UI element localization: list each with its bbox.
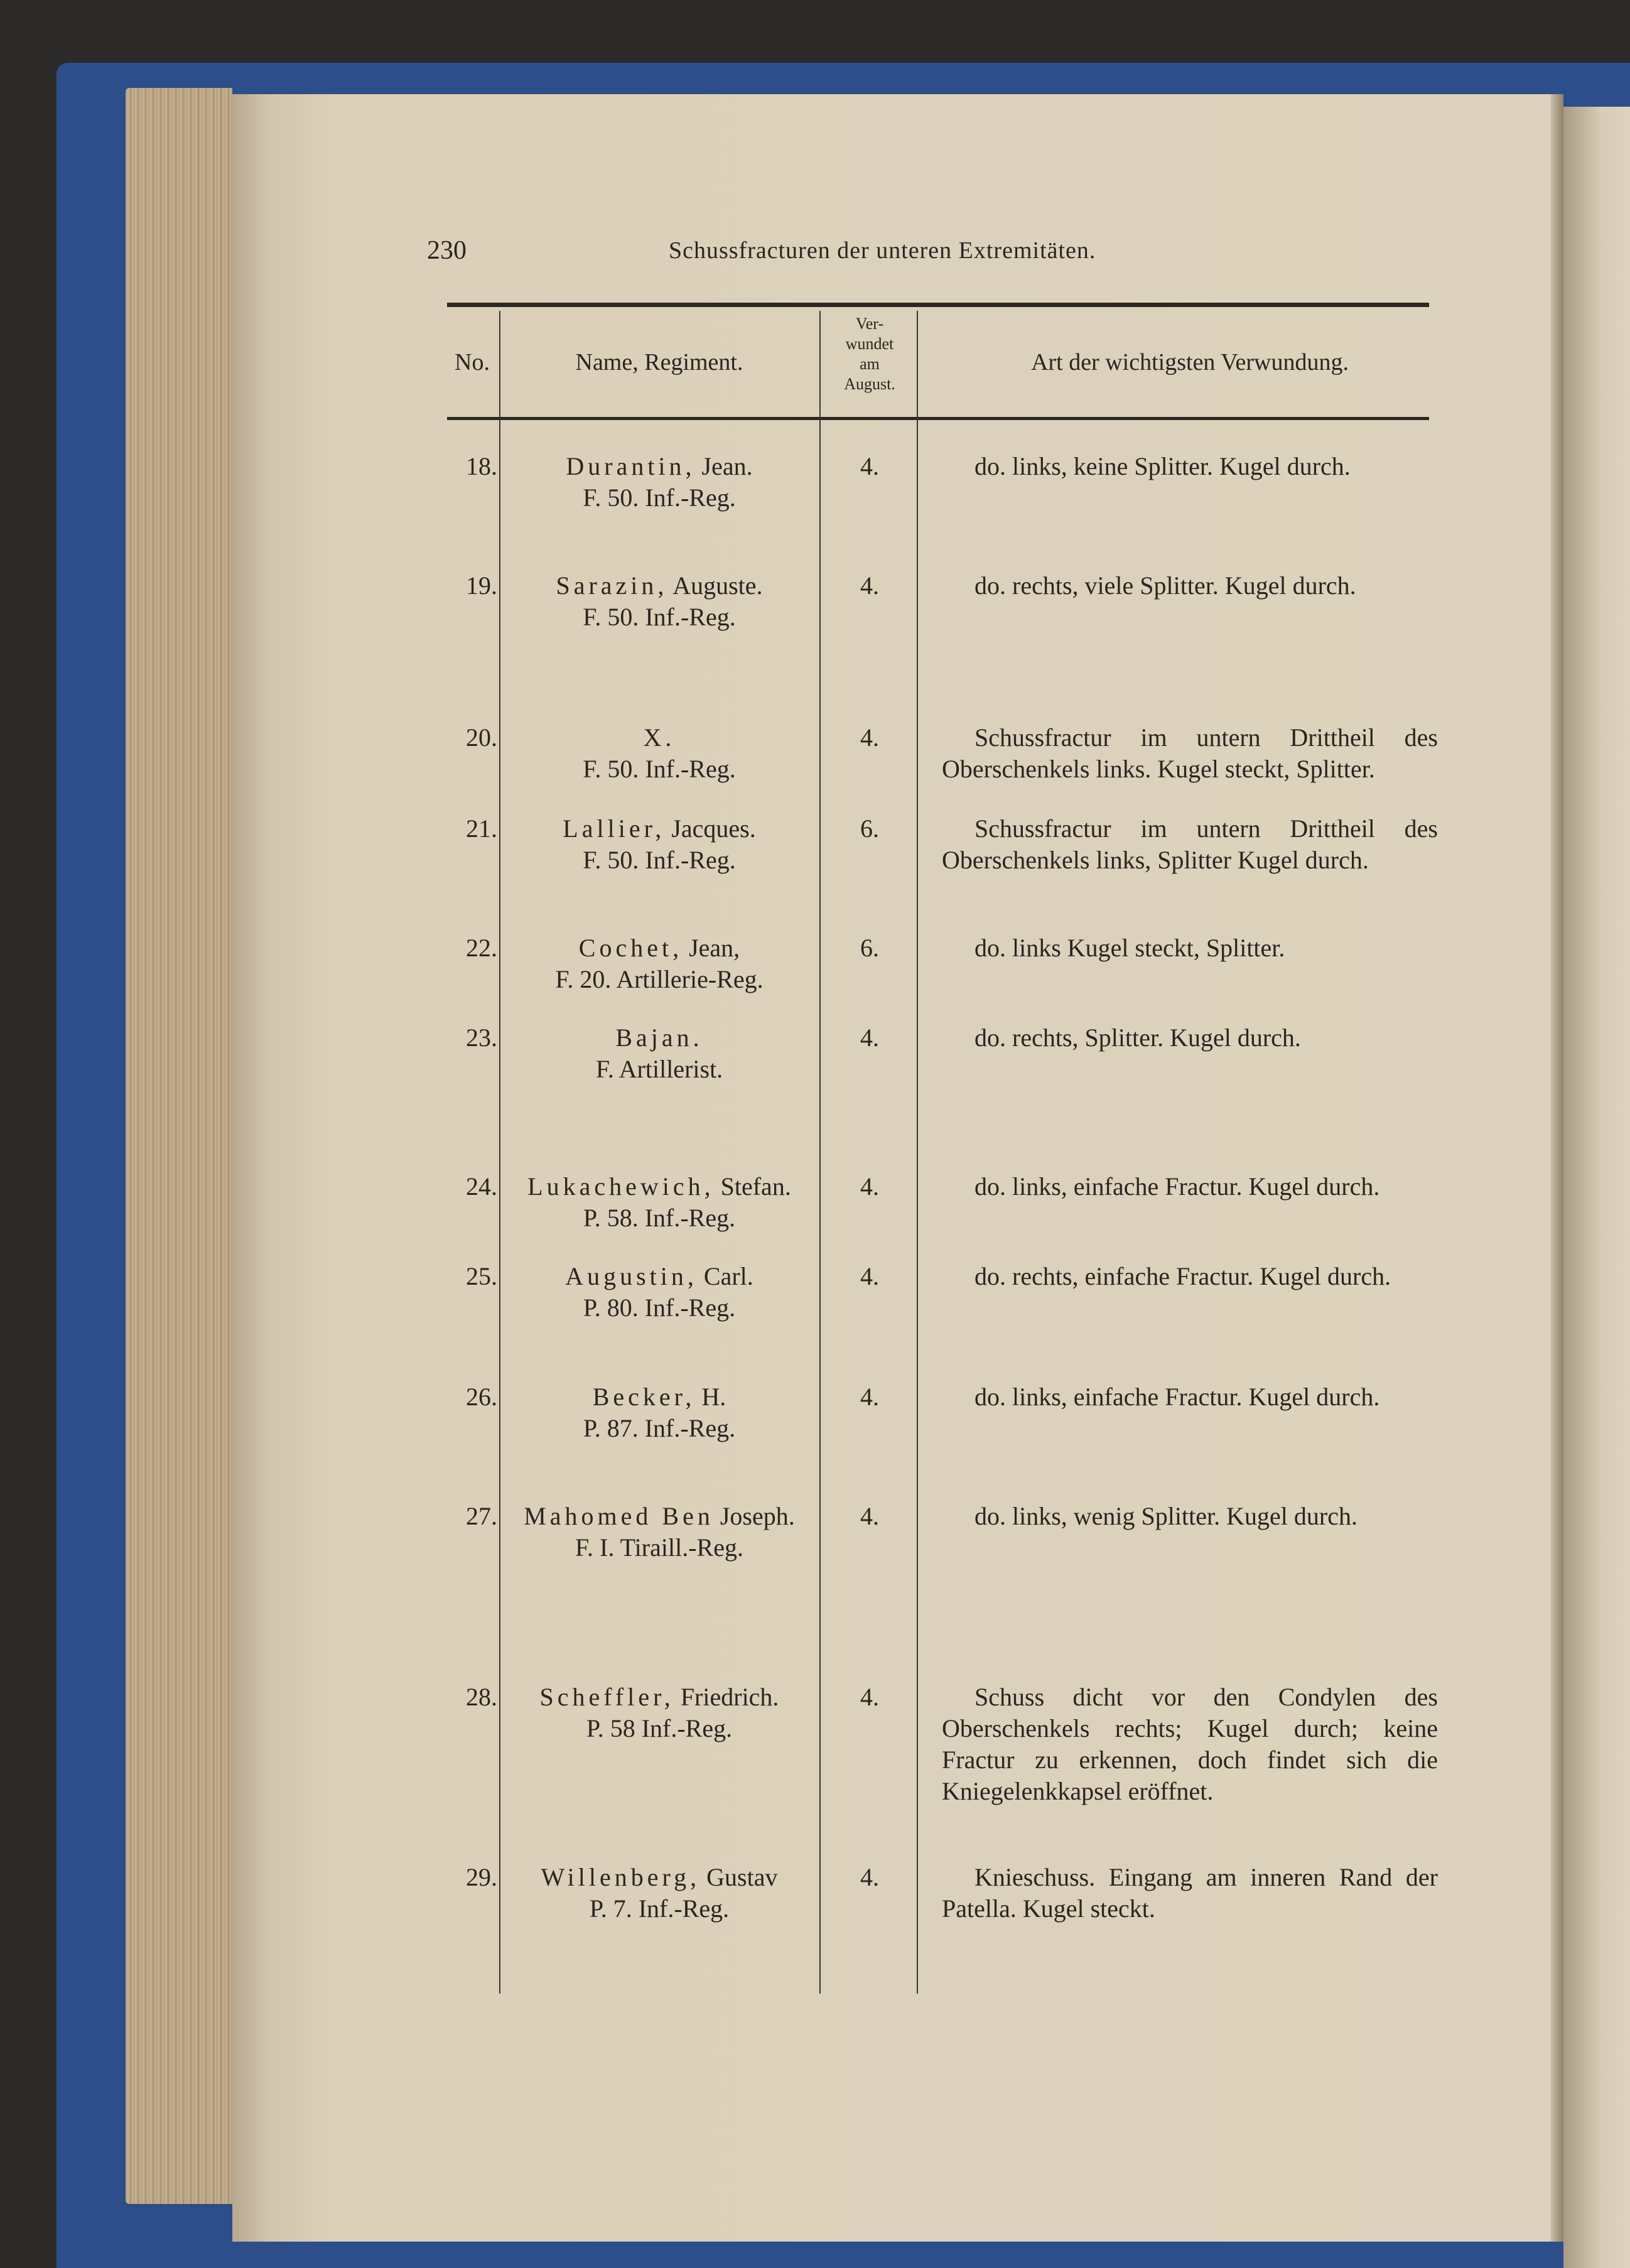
page-edges	[126, 88, 232, 2204]
regiment: F. 20. Artillerie-Reg.	[555, 965, 764, 993]
patient-name	[502, 722, 816, 785]
page-number: 230	[427, 236, 467, 265]
row-number: 27.	[466, 1502, 497, 1530]
date-wounded: 4.	[860, 1863, 879, 1891]
given-name: Carl.	[703, 1262, 753, 1290]
surname: Durantin,	[566, 452, 696, 480]
given-name: Stefan.	[720, 1172, 791, 1201]
given-name: H.	[701, 1383, 726, 1411]
column-header-name: Name, Regiment.	[575, 349, 743, 375]
injury-description: do. links, wenig Splitter. Kugel durch.	[974, 1502, 1357, 1530]
regiment: F. Artillerist.	[595, 1055, 723, 1083]
surname: Cochet,	[578, 934, 683, 962]
surname: Lallier,	[563, 814, 666, 843]
column-divider-no	[499, 311, 500, 1994]
patient-name	[502, 1022, 816, 1085]
row-number: 19.	[466, 571, 497, 600]
patient-name	[502, 1682, 816, 1744]
surname: Bajan.	[615, 1023, 703, 1052]
regiment: P. 58. Inf.-Reg.	[583, 1204, 736, 1232]
given-name: Auguste.	[672, 571, 763, 600]
date-wounded: 4.	[860, 452, 879, 480]
facing-page-edge	[1563, 107, 1630, 2268]
injury-description: do. links, einfache Fractur. Kugel durch.	[974, 1172, 1380, 1201]
date-wounded: 4.	[860, 1023, 879, 1052]
column-header-date-line: wundet	[845, 335, 894, 353]
row-number: 23.	[466, 1023, 497, 1052]
regiment: F. 50. Inf.-Reg.	[583, 846, 736, 874]
row-number: 18.	[466, 452, 497, 480]
date-wounded: 4.	[860, 1383, 879, 1411]
date-wounded: 4.	[860, 1683, 879, 1711]
column-header-date-line: Ver-	[855, 315, 884, 333]
given-name: Jacques.	[671, 814, 756, 843]
regiment: F. 50. Inf.-Reg.	[583, 603, 736, 631]
patient-name	[502, 932, 816, 995]
date-wounded: 6.	[860, 814, 879, 843]
regiment: P. 58 Inf.-Reg.	[586, 1714, 733, 1742]
injury-description: Schuss dicht vor den Condylen des Oberschenkels rechts; Kugel durch; keine Fractur zu erkennen, doch findet sich die Kniegelenkkapsel eröffnet.	[942, 1683, 1438, 1805]
given-name: Joseph.	[720, 1502, 795, 1530]
row-number: 28.	[466, 1683, 497, 1711]
page-gutter	[1551, 94, 1563, 2242]
injury-description: do. rechts, einfache Fractur. Kugel durch.	[974, 1262, 1391, 1290]
column-header-date	[823, 314, 917, 394]
patient-name	[502, 451, 816, 514]
row-number: 25.	[466, 1262, 497, 1290]
given-name: Jean,	[689, 934, 740, 962]
column-header-date-line: August.	[844, 375, 895, 393]
regiment: P. 80. Inf.-Reg.	[583, 1293, 736, 1322]
regiment: P. 7. Inf.-Reg.	[589, 1894, 730, 1923]
patient-name	[502, 1261, 816, 1324]
regiment: F. 50. Inf.-Reg.	[583, 755, 736, 783]
date-wounded: 4.	[860, 1262, 879, 1290]
date-wounded: 6.	[860, 934, 879, 962]
row-number: 21.	[466, 814, 497, 843]
column-divider-date	[917, 311, 918, 1994]
regiment: F. 50. Inf.-Reg.	[583, 483, 736, 512]
date-wounded: 4.	[860, 723, 879, 752]
injury-description: Schussfractur im untern Drittheil des Oberschenkels links, Splitter Kugel durch.	[942, 814, 1438, 874]
column-header-injury: Art der wichtigsten Verwundung.	[1031, 349, 1349, 375]
injury-description: do. links Kugel steckt, Splitter.	[974, 934, 1285, 962]
table-top-rule	[447, 303, 1429, 307]
running-title: Schussfracturen der unteren Extremitäten.	[669, 237, 1096, 264]
patient-name	[502, 1862, 816, 1925]
date-wounded: 4.	[860, 1172, 879, 1201]
surname: Scheffler,	[539, 1683, 674, 1711]
date-wounded: 4.	[860, 1502, 879, 1530]
column-divider-name	[819, 311, 821, 1994]
injury-description: Schussfractur im untern Drittheil des Oberschenkels links. Kugel steckt, Splitter.	[942, 723, 1438, 783]
injury-description: do. rechts, Splitter. Kugel durch.	[974, 1023, 1301, 1052]
injury-description: Knieschuss. Eingang am inneren Rand der Patella. Kugel steckt.	[942, 1863, 1438, 1923]
column-header-no: No.	[455, 349, 490, 375]
regiment: F. I. Tiraill.-Reg.	[575, 1533, 743, 1562]
injury-description: do. links, keine Splitter. Kugel durch.	[974, 452, 1351, 480]
patient-name	[502, 1171, 816, 1234]
patient-name	[502, 1381, 816, 1444]
surname: Mahomed Ben	[524, 1502, 714, 1530]
running-header	[427, 235, 1457, 273]
patient-name	[502, 1501, 816, 1563]
surname: Willenberg,	[541, 1863, 701, 1891]
surname: Lukachewich,	[527, 1172, 715, 1201]
table-header-rule	[447, 417, 1429, 420]
patient-name	[502, 570, 816, 633]
date-wounded: 4.	[860, 571, 879, 600]
surname: X.	[643, 723, 676, 752]
injury-description: do. rechts, viele Splitter. Kugel durch.	[974, 571, 1356, 600]
row-number: 20.	[466, 723, 497, 752]
surname: Sarazin,	[556, 571, 668, 600]
row-number: 24.	[466, 1172, 497, 1201]
injury-description: do. links, einfache Fractur. Kugel durch.	[974, 1383, 1380, 1411]
surname: Augustin,	[565, 1262, 698, 1290]
patient-name	[502, 813, 816, 876]
regiment: P. 87. Inf.-Reg.	[583, 1414, 736, 1442]
row-number: 29.	[466, 1863, 497, 1891]
given-name: Jean.	[701, 452, 753, 480]
given-name: Friedrich.	[680, 1683, 779, 1711]
surname: Becker,	[592, 1383, 696, 1411]
row-number: 26.	[466, 1383, 497, 1411]
given-name: Gustav	[706, 1863, 778, 1891]
row-number: 22.	[466, 934, 497, 962]
column-header-date-line: am	[860, 355, 880, 373]
